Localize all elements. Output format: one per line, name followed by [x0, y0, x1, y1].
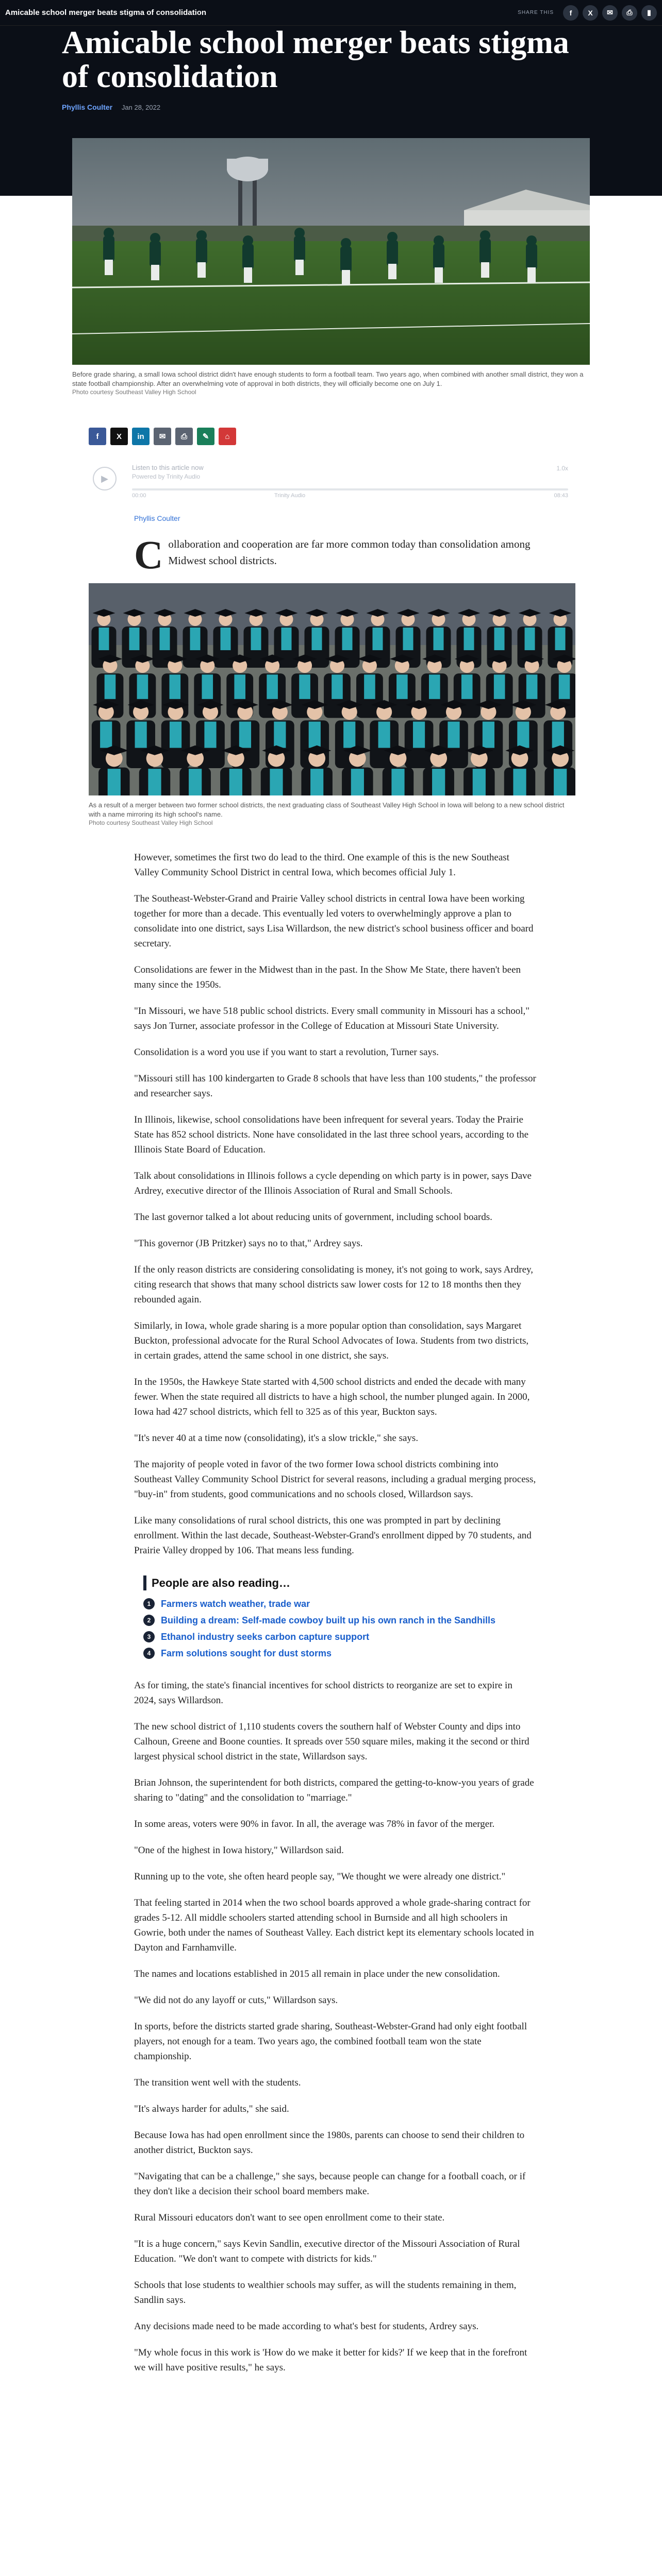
print-share-button[interactable]: ⎙ — [175, 428, 193, 445]
also-reading-item[interactable] — [143, 1614, 535, 1626]
article-paragraph: If the only reason districts are considering consolidating is money, it's not going to work, says Ardrey, citing research that shows that many school districts saw lower costs for 12 to 18 months then they rebounded again. — [134, 1264, 534, 1305]
article-paragraph: Like many consolidations of rural school districts, this one was prompted in part by declining enrollment. Within the last decade, Southeast-Webster-Grand's enrollment dipped by 70 students, and Prairie Valley dropped by 106. That means less funding. — [134, 1515, 532, 1556]
article-paragraph: The Southeast-Webster-Grand and Prairie Valley school districts in central Iowa have been working together for more than a decade. This eventually led voters to overwhelmingly approve a plan to consolidate into one district, says Lisa Willardson, the new district's school business officer and board secretary. — [134, 893, 534, 949]
graduating-class-photo[interactable] — [89, 583, 575, 795]
article-paragraph: The new school district of 1,110 students covers the southern half of Webster County and dips into Calhoun, Greene and Boone counties. It spreads over 550 square miles, making it the second or third largest physical school district in the state, Willardson says. — [134, 1721, 529, 1762]
article-paragraph: Consolidation is a word you use if you want to start a revolution, Turner says. — [134, 1047, 439, 1058]
article-lead — [134, 532, 547, 577]
x-icon[interactable]: X — [583, 5, 598, 21]
audio-player — [89, 463, 573, 504]
article-paragraph: As for timing, the state's financial incentives for school districts to reorganize are set to expire in 2024, says Willardson. — [134, 1680, 512, 1706]
share-label: SHARE THIS — [518, 10, 554, 15]
article-paragraph: "In Missouri, we have 518 public school districts. Every small community in Missouri has a school," says Jon Turner, associate professor in the College of Education at Missouri State University. — [134, 1006, 529, 1031]
email-share-button[interactable]: ✉ — [154, 428, 171, 445]
lead-text: ollaboration and cooperation are far more common today than consolidation among Midwest school districts. — [168, 538, 531, 567]
publish-date: Jan 28, 2022 — [121, 104, 161, 111]
save-share-button[interactable]: ⌂ — [219, 428, 236, 445]
also-reading-item[interactable] — [143, 1598, 535, 1610]
photo-caption — [89, 801, 575, 826]
article-paragraph: Brian Johnson, the superintendent for both districts, compared the getting-to-know-you years of grade sharing to "dating" and the consolidation to "marriage." — [134, 1777, 534, 1803]
article-paragraph: Rural Missouri educators don't want to see open enrollment come to their state. — [134, 2212, 445, 2223]
player-progress-bar[interactable] — [132, 488, 568, 490]
photo-caption-text: As a result of a merger between two former school districts, the next graduating class of Southeast Valley High School in Iowa will belong to a new school district with a name mirroring its high school's name. — [89, 801, 565, 818]
list-number: 2 — [143, 1615, 155, 1626]
x-share-button[interactable]: X — [110, 428, 128, 445]
share-toolbar — [89, 428, 240, 445]
article-paragraph: "It is a huge concern," says Kevin Sandlin, executive director of the Missouri Association of Rural Education. "We don't want to compete with districts for kids." — [134, 2239, 520, 2264]
article-paragraph: In some areas, voters were 90% in favor. In all, the average was 78% in favor of the merger. — [134, 1819, 495, 1829]
article-paragraph: The last governor talked a lot about reducing units of government, including school boards. — [134, 1212, 492, 1223]
also-reading-link[interactable]: Farm solutions sought for dust storms — [161, 1648, 332, 1658]
article-paragraph: In sports, before the districts started grade sharing, Southeast-Webster-Grand had only eight football players, not enough for a team. Two years ago, the combined football team won the state championship. — [134, 2021, 527, 2062]
article-paragraph: That feeling started in 2014 when the two school boards approved a whole grade-sharing contract for grades 5-12. All middle schoolers started attending school in Burnside and all high schoolers in Gowrie, both under the names of Southeast Valley. Each district kept its elementary schools located in Dayton and Farnhamville. — [134, 1897, 534, 1953]
also-reading-link[interactable]: Ethanol industry seeks carbon capture support — [161, 1632, 370, 1642]
football-team-photo[interactable] — [72, 138, 590, 365]
list-number: 3 — [143, 1631, 155, 1642]
article-headline: Amicable school merger beats stigma of consolidation — [62, 25, 569, 94]
article-paragraph: "This governor (JB Pritzker) says no to that," Ardrey says. — [134, 1238, 363, 1249]
facebook-icon[interactable]: f — [563, 5, 578, 21]
linkedin-share-button[interactable]: in — [132, 428, 150, 445]
paragraphs-group-b — [134, 1678, 536, 2375]
football-photo-graphic — [72, 138, 590, 365]
player-title: Listen to this article now — [132, 464, 204, 471]
also-reading-link[interactable]: Farmers watch weather, trade war — [161, 1599, 310, 1609]
article-paragraph: Similarly, in Iowa, whole grade sharing is a more popular option than consolidation, says Margaret Buckton, professional advocate for the Rural School Advocates of Iowa. Students from two districts, in certain grades, attend the same school in one district, she says. — [134, 1320, 529, 1361]
article-paragraph: Running up to the vote, she often heard people say, "We thought we were already one district." — [134, 1871, 506, 1882]
facebook-share-button[interactable]: f — [89, 428, 106, 445]
playback-speed[interactable]: 1.0x — [556, 465, 568, 472]
also-reading-item[interactable] — [143, 1631, 535, 1643]
sticky-header — [0, 0, 662, 26]
article-paragraph: The transition went well with the students. — [134, 2077, 301, 2088]
also-reading-module — [143, 1575, 535, 1659]
article-paragraph: "My whole focus in this work is 'How do we make it better for kids?' If we keep that in the forefront we will have positive results," he says. — [134, 2347, 527, 2373]
email-icon[interactable]: ✉ — [602, 5, 618, 21]
article-paragraph: "We did not do any layoff or cuts," Willardson says. — [134, 1995, 338, 2006]
player-subtitle: Powered by Trinity Audio — [132, 473, 201, 480]
article-paragraph: The names and locations established in 2015 all remain in place under the new consolidation. — [134, 1969, 500, 1979]
graduates-photo-graphic — [89, 583, 575, 795]
print-icon[interactable]: ⎙ — [622, 5, 637, 21]
also-reading-link[interactable]: Building a dream: Self-made cowboy built up his own ranch in the Sandhills — [161, 1615, 496, 1625]
list-number: 4 — [143, 1648, 155, 1659]
article-paragraph: Consolidations are fewer in the Midwest than in the past. In the Show Me State, there haven't been many since the 1950s. — [134, 964, 521, 990]
article-paragraph: In Illinois, likewise, school consolidations have been infrequent for several years. Today the Prairie State has 852 school districts. None have consolidated in the last three school years, according to the Illinois State Board of Education. — [134, 1114, 529, 1155]
article-paragraph: Talk about consolidations in Illinois follows a cycle depending on which party is in power, says Dave Ardrey, executive director of the Illinois Association of Rural and Small Schools. — [134, 1171, 532, 1196]
article-paragraph: Schools that lose students to wealthier schools may suffer, as will the students remaining in them, Sandlin says. — [134, 2280, 517, 2306]
paragraphs-group-a — [134, 850, 536, 1558]
article-paragraph: "Navigating that can be a challenge," she says, because people can change for a football coach, or if they don't like a decision their school board members make. — [134, 2171, 526, 2197]
list-number: 1 — [143, 1598, 155, 1609]
author-link[interactable]: Phyllis Coulter — [62, 103, 113, 111]
sms-share-button[interactable]: ✎ — [197, 428, 214, 445]
photo-credit: Photo courtesy Southeast Valley High School — [72, 388, 196, 396]
photo-caption-text: Before grade sharing, a small Iowa school district didn't have enough students to form a football team. Two years ago, when combined with another small district, they won a state football championship. After an overwhelming vote of approval in both districts, they will officially become one on July 1. — [72, 370, 584, 387]
player-brand[interactable]: Trinity Audio — [274, 493, 306, 499]
player-current-time: 00:00 — [132, 493, 146, 499]
article-paragraph: Because Iowa has had open enrollment since the 1980s, parents can choose to send their children to another district, Buckton says. — [134, 2130, 525, 2156]
photo-credit: Photo courtesy Southeast Valley High School — [89, 819, 213, 826]
article-body — [134, 850, 536, 2386]
article-paragraph: Any decisions made need to be made according to what's best for students, Ardrey says. — [134, 2321, 479, 2332]
also-reading-item[interactable] — [143, 1647, 535, 1659]
article-paragraph: In the 1950s, the Hawkeye State started with 4,500 school districts and ended the decade with many fewer. When the state required all districts to have a high school, the number plunged again. In 2000, Iowa had 427 school districts, which fell to 325 as of this year, Buckton says. — [134, 1377, 530, 1417]
drop-cap: C — [134, 532, 163, 577]
article-paragraph: "One of the highest in Iowa history," Willardson said. — [134, 1845, 344, 1856]
author-link-secondary[interactable]: Phyllis Coulter — [134, 514, 180, 522]
player-duration: 08:43 — [554, 493, 568, 499]
also-reading-heading: People are also reading… — [143, 1575, 535, 1590]
article-paragraph: The majority of people voted in favor of the two former Iowa school districts combining into Southeast Valley Community School District for several reasons, including a gradual merging process, "buy-in" from students, good communications and no schools closed, Willardson says. — [134, 1459, 536, 1500]
article-paragraph: "It's always harder for adults," she said. — [134, 2104, 289, 2114]
article-paragraph: "Missouri still has 100 kindergarten to Grade 8 schools that have less than 100 students," the professor and researcher says. — [134, 1073, 536, 1099]
play-button[interactable]: ▶ — [93, 467, 117, 490]
article-paragraph: However, sometimes the first two do lead to the third. One example of this is the new Southeast Valley Community School District in central Iowa, which becomes official July 1. — [134, 852, 509, 878]
header-article-title: Amicable school merger beats stigma of consolidation — [5, 8, 207, 17]
bookmark-icon[interactable]: ▮ — [641, 5, 657, 21]
article-paragraph: "It's never 40 at a time now (consolidating), it's a slow trickle," she says. — [134, 1433, 419, 1444]
also-reading-list — [143, 1598, 535, 1659]
photo-caption — [72, 370, 590, 396]
byline — [62, 103, 160, 111]
